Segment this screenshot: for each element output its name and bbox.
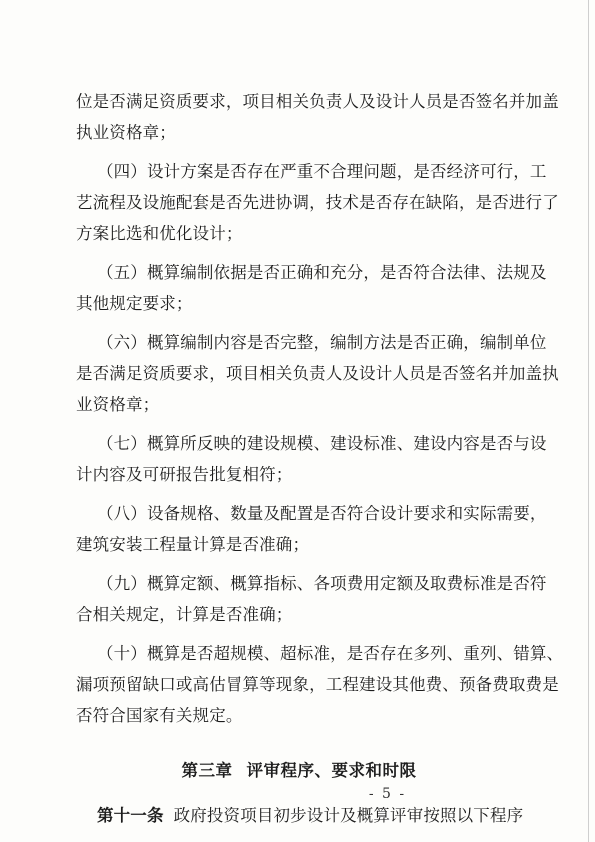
item-nine-line: （九）概算定额、概算指标、各项费用定额及取费标准是否符 xyxy=(97,574,547,593)
scan-edge-line xyxy=(588,0,589,842)
document-body xyxy=(76,86,564,831)
chapter-heading xyxy=(76,755,522,786)
item-nine-line: 合相关规定，计算是否准确； xyxy=(76,605,293,624)
item-ten-line: 否符合国家有关规定。 xyxy=(76,706,243,725)
article-eleven-line xyxy=(76,800,522,831)
item-seven-line: 计内容及可研报告批复相符； xyxy=(76,465,293,484)
item-six-line: 是否满足资质要求，项目相关负责人及设计人员是否签名并加盖执 xyxy=(76,364,559,383)
article-label: 第十一条 xyxy=(97,806,164,825)
item-five-line: （五）概算编制依据是否正确和充分，是否符合法律、法规及 xyxy=(97,263,547,282)
item-ten-line: 漏项预留缺口或高估冒算等现象，工程建设其他费、预备费取费是 xyxy=(76,675,559,694)
item-four-line: （四）设计方案是否存在严重不合理问题，是否经济可行，工 xyxy=(97,162,547,181)
item-eight-line: （八）设备规格、数量及配置是否符合设计要求和实际需要， xyxy=(97,504,547,523)
item-four-line: 方案比选和优化设计； xyxy=(76,224,243,243)
paragraph-line: 位是否满足资质要求，项目相关负责人及设计人员是否签名并加盖 xyxy=(76,92,559,111)
page-number: - 5 - xyxy=(368,786,407,802)
paragraph-line: 执业资格章； xyxy=(76,123,176,142)
item-six-line: （六）概算编制内容是否完整，编制方法是否正确，编制单位 xyxy=(97,333,547,352)
item-ten-line: （十）概算是否超规模、超标准，是否存在多列、重列、错算、 xyxy=(97,644,564,663)
chapter-title: 评审程序、要求和时限 xyxy=(246,761,417,780)
item-four-line: 艺流程及设施配套是否先进协调，技术是否存在缺陷，是否进行了 xyxy=(76,193,559,212)
item-five-line: 其他规定要求； xyxy=(76,294,193,313)
article-text: 政府投资项目初步设计及概算评审按照以下程序 xyxy=(173,806,524,825)
item-seven-line: （七）概算所反映的建设规模、建设标准、建设内容是否与设 xyxy=(97,434,547,453)
item-eight-line: 建筑安装工程量计算是否准确； xyxy=(76,535,310,554)
chapter-number: 第三章 xyxy=(181,761,233,780)
item-six-line: 业资格章； xyxy=(76,395,160,414)
